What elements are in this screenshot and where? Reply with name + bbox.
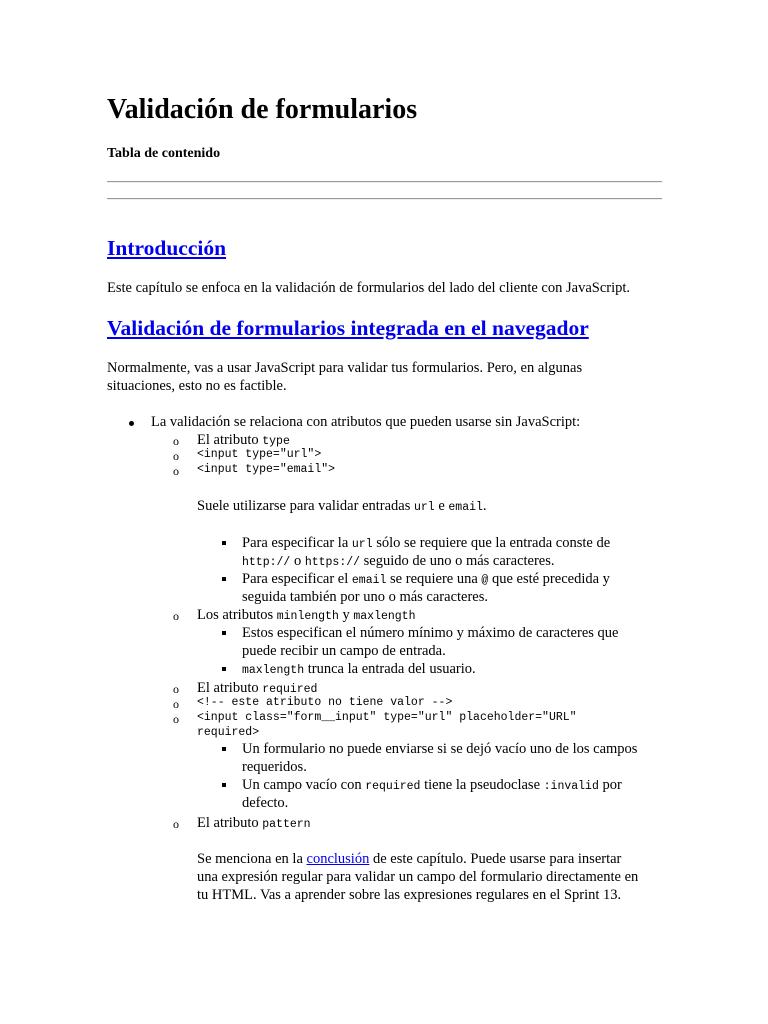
required-sub2-text-b: tiene la pseudoclase (420, 777, 544, 793)
toc-divider-bottom (107, 198, 662, 200)
pattern-label: El atributo (197, 815, 263, 831)
final-text-b: de este capítulo. Puede usarse para insertar (369, 851, 622, 867)
url-spec-code: url (351, 538, 373, 551)
code-input-email: <input type="email"> (197, 463, 336, 476)
length-sub2 (242, 660, 476, 680)
length-sub2-text: trunca la entrada del usuario. (304, 661, 476, 677)
code-input-required-line2: required> (197, 726, 260, 739)
toc-divider-top (107, 181, 662, 183)
bullet-square (222, 577, 226, 581)
pattern-code: pattern (262, 818, 311, 831)
code-comment: <!-- este atributo no tiene valor --> (197, 696, 453, 709)
email-spec-text-c: que esté precedida y (488, 571, 610, 587)
url-spec-line2 (242, 552, 555, 572)
url-spec-text-c: seguido de uno o más caracteres. (360, 553, 555, 569)
bullet-square (222, 541, 226, 545)
intro-heading-link[interactable]: Introducción (107, 236, 227, 260)
required-sub1-line1: Un formulario no puede enviarse si se dejó vacío uno de los campos (242, 741, 638, 757)
builtin-heading[interactable] (107, 316, 589, 341)
page-title: Validación de formularios (107, 94, 418, 125)
builtin-paragraph-line2: situaciones, esto no es factible. (107, 378, 287, 394)
required-code: required (262, 683, 318, 696)
usage-code-email: email (448, 501, 483, 514)
usage-period: . (482, 498, 487, 514)
bullet-square (222, 631, 226, 635)
code-input-required-line1: <input class="form__input" type="url" placeholder="URL" (197, 711, 577, 724)
bullet-validation-text: La validación se relaciona con atributos que pueden usarse sin JavaScript: (151, 414, 581, 430)
bullet-circle: o (173, 712, 179, 726)
email-spec-line2: seguida también por uno o más caracteres. (242, 589, 489, 605)
length-code-maxlength: maxlength (353, 610, 416, 623)
required-sub2-text-a: Un campo vacío con (242, 777, 366, 793)
bullet-square (222, 667, 226, 671)
final-text-a: Se menciona en la (197, 851, 307, 867)
email-spec-text-b: se requiere una (386, 571, 482, 587)
final-line3: tu HTML. Vas a aprender sobre las expresiones regulares en el Sprint 13. (197, 887, 622, 903)
length-sub1-line2: puede recibir un campo de entrada. (242, 643, 446, 659)
bullet-circle: o (173, 817, 179, 831)
length-label: Los atributos (197, 607, 277, 623)
final-line2: una expresión regular para validar un campo del formulario directamente en (197, 869, 639, 885)
required-sub2-line2: defecto. (242, 795, 289, 811)
usage-label: Suele utilizarse para validar entradas (197, 498, 414, 514)
length-sub1-line1: Estos especifican el número mínimo y máximo de caracteres que (242, 625, 619, 641)
required-sub2-text-c: por (598, 777, 622, 793)
builtin-paragraph-line1: Normalmente, vas a usar JavaScript para validar tus formularios. Pero, en algunas (107, 360, 583, 376)
intro-heading[interactable] (107, 236, 226, 261)
email-spec-text-a: Para especificar el (242, 571, 352, 587)
builtin-heading-link[interactable]: Validación de formularios integrada en el navegador (107, 316, 589, 340)
length-connector: y (338, 607, 354, 623)
item-length-attributes (197, 606, 416, 626)
bullet-circle: o (173, 697, 179, 711)
required-sub1-line2: requeridos. (242, 759, 307, 775)
bullet-square (222, 747, 226, 751)
bullet-circle: o (173, 434, 179, 448)
url-spec-connector: o (290, 553, 305, 569)
email-spec-line1 (242, 570, 610, 590)
toc-label: Tabla de contenido (107, 146, 221, 161)
url-spec-line1 (242, 534, 610, 554)
item-pattern-attribute (197, 814, 311, 834)
required-sub2-line1 (242, 776, 622, 796)
length-code-minlength: minlength (276, 610, 339, 623)
code-input-url: <input type="url"> (197, 448, 322, 461)
url-spec-code-https: https:// (304, 556, 361, 569)
bullet-disc (129, 421, 134, 426)
usage-text (197, 497, 487, 517)
url-spec-code-http: http:// (242, 556, 291, 569)
item-type-label: El atributo (197, 432, 263, 448)
bullet-circle: o (173, 609, 179, 623)
conclusion-link[interactable]: conclusión (306, 851, 370, 867)
final-line1 (197, 850, 621, 868)
url-spec-text-b: sólo se requiere que la entrada conste de (372, 535, 611, 551)
bullet-circle: o (173, 449, 179, 463)
email-spec-code: email (351, 574, 387, 587)
intro-text: Este capítulo se enfoca en la validación de formularios del lado del cliente con JavaScript. (107, 280, 631, 296)
url-spec-text-a: Para especificar la (242, 535, 352, 551)
email-spec-at-code: @ (481, 574, 489, 587)
required-label: El atributo (197, 680, 263, 696)
length-sub2-code: maxlength (242, 664, 305, 677)
bullet-circle: o (173, 682, 179, 696)
usage-code-url: url (414, 501, 435, 514)
usage-connector: e (434, 498, 449, 514)
item-type-code: type (262, 435, 290, 448)
required-sub2-code-invalid: :invalid (543, 780, 599, 793)
bullet-circle: o (173, 464, 179, 478)
required-sub2-code-required: required (365, 780, 421, 793)
bullet-square (222, 783, 226, 787)
